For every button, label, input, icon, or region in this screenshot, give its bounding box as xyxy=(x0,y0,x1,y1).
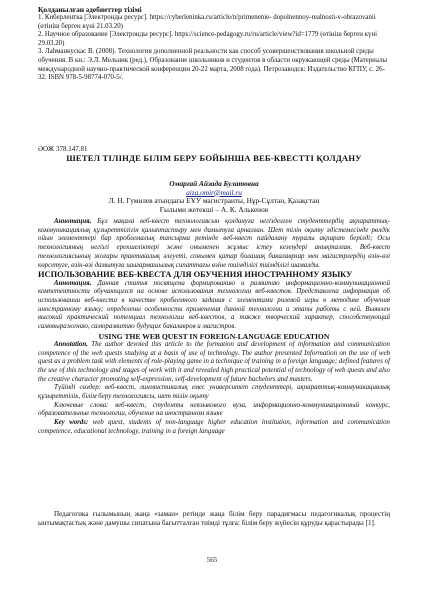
keywords-en xyxy=(38,419,390,436)
author-email[interactable]: aiza.omir@mail.ru xyxy=(186,187,242,197)
supervisor: Ғылыми жетекші – А. К. Алькенов xyxy=(159,204,269,214)
abstracts-section xyxy=(38,218,390,437)
abstract-ru xyxy=(38,280,390,332)
reference-item: 3. Лаһманкускас В. (2008). Технология дополненной реальности как способ усовершенствования школьной среды обучения. В кн.: Э.Л. Мельник (ред.), Образование школьников и студентов в области окружающей среды (Материалы международной научно-практической конференции 20-22 марта, 2008 года). Петрозаводск: Издательство КГПУ, с. 26-32. ISBN 978-5-98774-070-5/. xyxy=(38,48,388,82)
abstract-kz-text: Бұл мақала веб-квест технологиясын қолдануға негізделген студенттердің ақпараттық-коммуникациялық құзыреттілігін қалыптастыру мен дамытуға арналған. Шет тілін оқыту әдістемесінде рөлдік ойын элементтері бар проблемалық тапсырма ретінде веб-квест пайдалану туралы ақпарат берілді; Осы технологияның негізгі ерекшеліктері және оныменен жұмыс істеу кезеңдері анықталған. Веб-квест технологиясының жоғары практикалық әлеуеті, сонымен қатар болашақ бакалаврлар мен магистрлердің өзін-өзі көрсетуге, өзін-өзі дамытуға шығармашылық сипаттағы өзіне тиімділігі тиімділігі шамалды. xyxy=(38,218,390,269)
body-paragraph: Педагогика ғылымының жаңа «заман» ретінде жаңа білім беру парадигмасы педагогикалық процестің ынтымақтастық және дамушы сипатына бағытталған тиімді тұлға: білім беру жүйесін құруды қарастырады [1]. xyxy=(38,510,390,527)
author-affiliation: Л. Н. Гумилев атындағы ЕҰУ магистранты, Нұр-Сұлтан, Қазақстан xyxy=(108,196,320,206)
keywords-kz-label: Түйінді сөздер: xyxy=(54,384,101,392)
abstract-en xyxy=(38,341,390,385)
author-name: Омарғай Айзада Булатовна xyxy=(169,179,259,188)
abstract-ru-label: Аннотация. xyxy=(54,279,92,287)
abstract-ru-text: Данная статья посвящена формированию и развитию информационно-коммуникационной компетентности обучающихся на основе использования технологии веб-квестов. Представлена информация об использовании веб-квеста в качестве проблемного задания с элементами ролевой игры в методике обучения иностранному языку; определены особенности применения данной технологии и этапы работы с ней. Выявлен высокий практический потенциал технологии веб-квестов, а также творческий характер, способствующий самовыражению, саморазвитию будущих бакалавров и магистров. xyxy=(38,279,390,331)
page-number: 565 xyxy=(206,556,218,564)
udc-code: ӘОЖ 378.147.81 xyxy=(38,145,88,153)
keywords-kz xyxy=(38,384,390,401)
keywords-kz-text: веб-квест, лингвистикалық емес университет студенттері, ақпараттық-коммуникациялық құзыреттілік, білім беру технологиясы, шет тілін оқыту xyxy=(38,384,390,401)
abstract-en-text: The author devoted this article to the formation and development of information and communication competence of the web quests studying at a basis of use of technology. The author presented Information on the use of web quest as a problem task with elements of role-playing game in a technique of training in a foreign language; defined features of the use of this technology and stages of work with it and revealed high practical potential of technology of web quests and also the creative character promoting self-expression, self-development of future bachelors and masters. xyxy=(38,340,390,383)
abstract-kz xyxy=(38,218,390,270)
article-title-kz: ШЕТЕЛ ТІЛІНДЕ БІЛІМ БЕРУ БОЙЫНША ВЕБ-КВЕСТТІ ҚОЛДАНУ xyxy=(66,153,362,163)
abstract-kz-label: Аннотация. xyxy=(54,218,92,225)
reference-item: 1. Киберлентка [Электронды ресурс]. https://cyberleninka.ru/article/n/primenenie- dopolnennoy-realnosti-v-obrazovanii (өтініш берген күні 21.03.20) xyxy=(38,14,376,30)
author-block xyxy=(38,180,390,214)
references-list xyxy=(38,14,390,83)
article-title-ru: ИСПОЛЬЗОВАНИЕ ВЕБ-КВЕСТА ДЛЯ ОБУЧЕНИЯ ИНОСТРАННОМУ ЯЗЫКУ xyxy=(38,270,353,280)
abstract-en-label: Annotation. xyxy=(54,340,88,348)
keywords-ru xyxy=(38,402,390,419)
keywords-ru-text: веб-квест, студенты неязыкового вуза, информационно-коммуникационный конкурс, образовательные технологии, обучение на иностранном языке xyxy=(38,401,390,418)
keywords-en-label: Key words: xyxy=(54,419,89,427)
article-title-en: USING THE WEB QUEST IN FOREIGN-LANGUAGE EDUCATION xyxy=(98,331,330,341)
references-heading: Қолданылған әдебиеттер тізімі xyxy=(38,5,142,14)
keywords-ru-label: Ключевые слова: xyxy=(54,401,109,409)
keywords-en-text: web quest, students of non-language higher education institution, information and communication competence, educational technology, training in a foreign language xyxy=(38,419,390,435)
reference-item: 2. Научное образование [Электронды ресурс]. https://science-pedagogy.ru/ru/article/view?id=1779 (өтініш берген күні 29.03.20) xyxy=(38,31,378,47)
